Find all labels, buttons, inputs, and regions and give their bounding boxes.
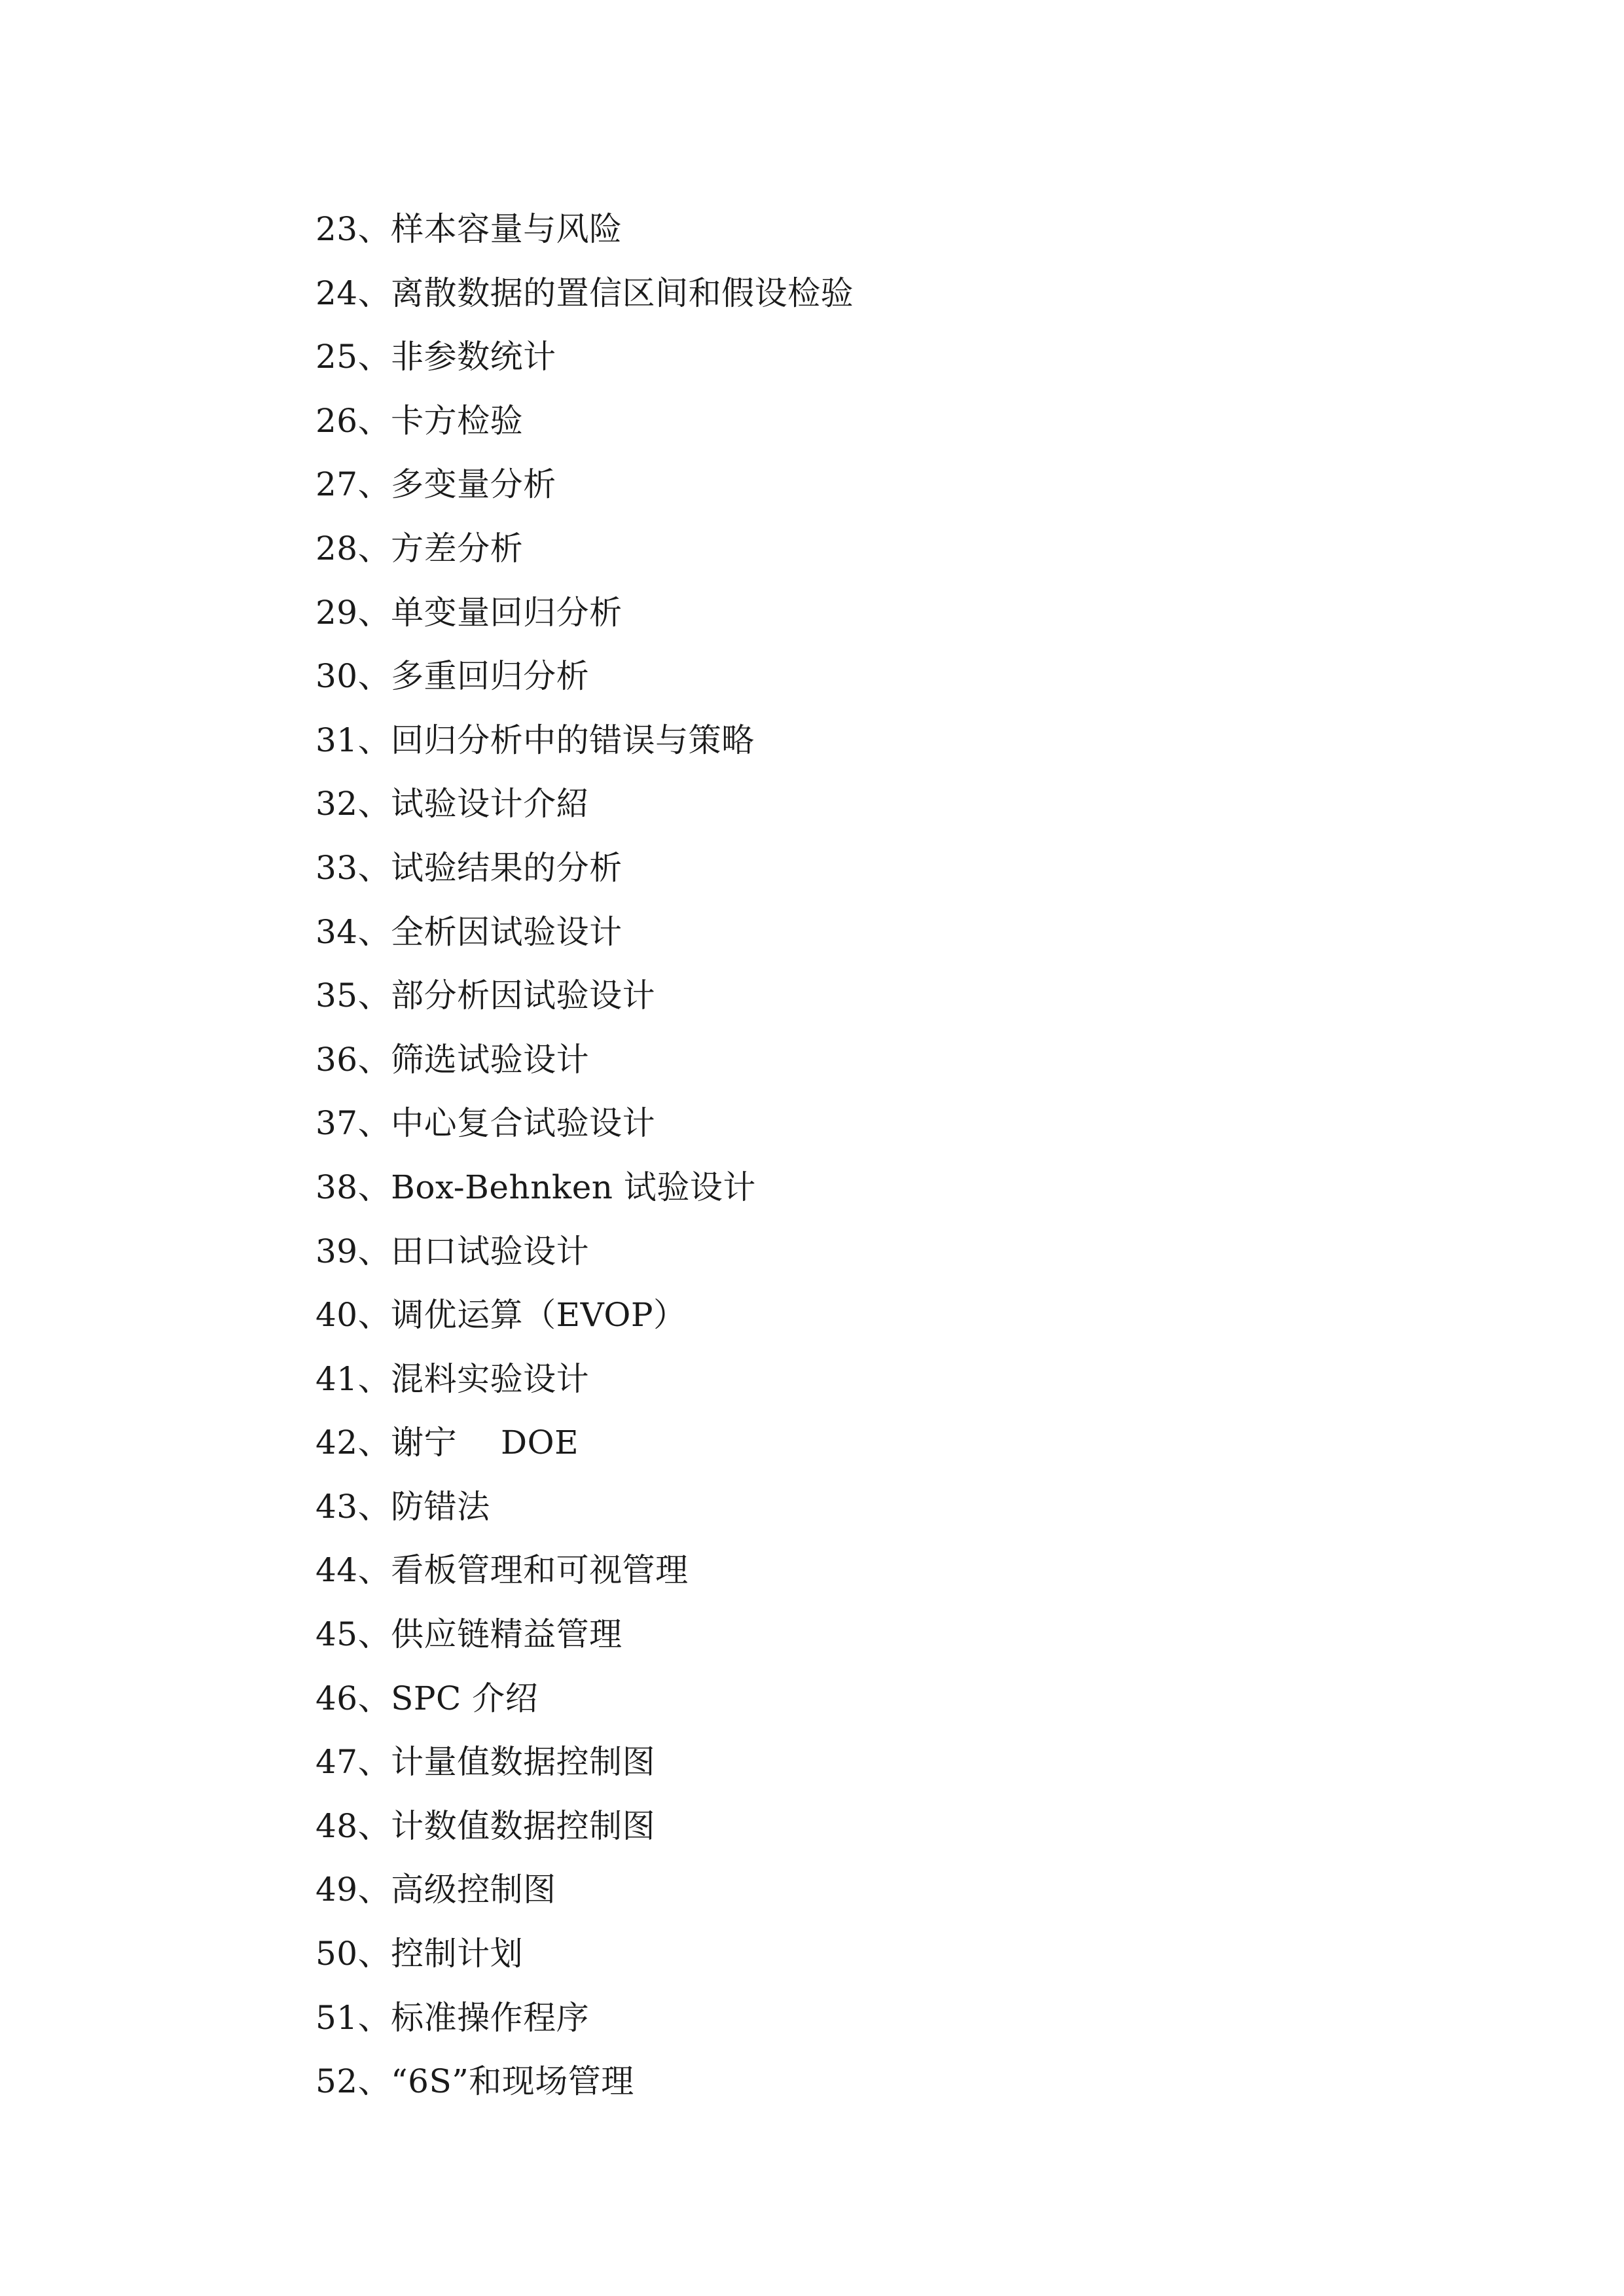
list-item: 39、田口试验设计	[316, 1232, 590, 1270]
list-item: 24、离散数据的置信区间和假设检验	[316, 274, 854, 312]
list-item: 31、回归分析中的错误与策略	[316, 721, 755, 759]
list-item: 32、试验设计介紹	[316, 785, 590, 823]
list-item: 34、全析因试验设计	[316, 912, 623, 951]
list-item: 37、中心复合试验设计	[316, 1104, 656, 1143]
list-item: 41、混料实验设计	[316, 1359, 590, 1398]
list-item: 29、单变量回归分析	[316, 593, 623, 632]
list-item: 27、多变量分析	[316, 465, 556, 504]
list-item: 45、供应链精益管理	[316, 1615, 623, 1654]
list-item: 51、标准操作程序	[316, 1998, 590, 2037]
list-item: 40、调优运算（EVOP）	[316, 1296, 687, 1335]
list-item: 23、样本容量与风险	[316, 210, 623, 248]
list-item: 48、计数值数据控制图	[316, 1806, 656, 1845]
list-item: 43、防错法	[316, 1487, 490, 1526]
list-item: 38、Box-Behnken 试验设计	[316, 1168, 756, 1206]
list-item: 33、试验结果的分析	[316, 848, 623, 887]
list-item: 25、非参数统计	[316, 338, 556, 376]
list-item: 35、部分析因试验设计	[316, 977, 656, 1015]
list-item: 30、多重回归分析	[316, 657, 590, 696]
list-item: 52、“6S”和现场管理	[316, 2062, 634, 2101]
list-item: 50、控制计划	[316, 1935, 524, 1973]
list-item: 49、高级控制图	[316, 1871, 556, 1909]
list-item: 28、方差分析	[316, 529, 524, 567]
list-item: 26、卡方检验	[316, 401, 524, 440]
list-item: 42、谢宁 DOE	[316, 1424, 579, 1462]
list-item: 46、SPC 介绍	[316, 1679, 539, 1717]
table-of-contents-list	[316, 202, 854, 2118]
list-item: 47、计量值数据控制图	[316, 1743, 656, 1782]
list-item: 36、筛选试验设计	[316, 1040, 590, 1079]
list-item: 44、看板管理和可视管理	[316, 1551, 689, 1590]
